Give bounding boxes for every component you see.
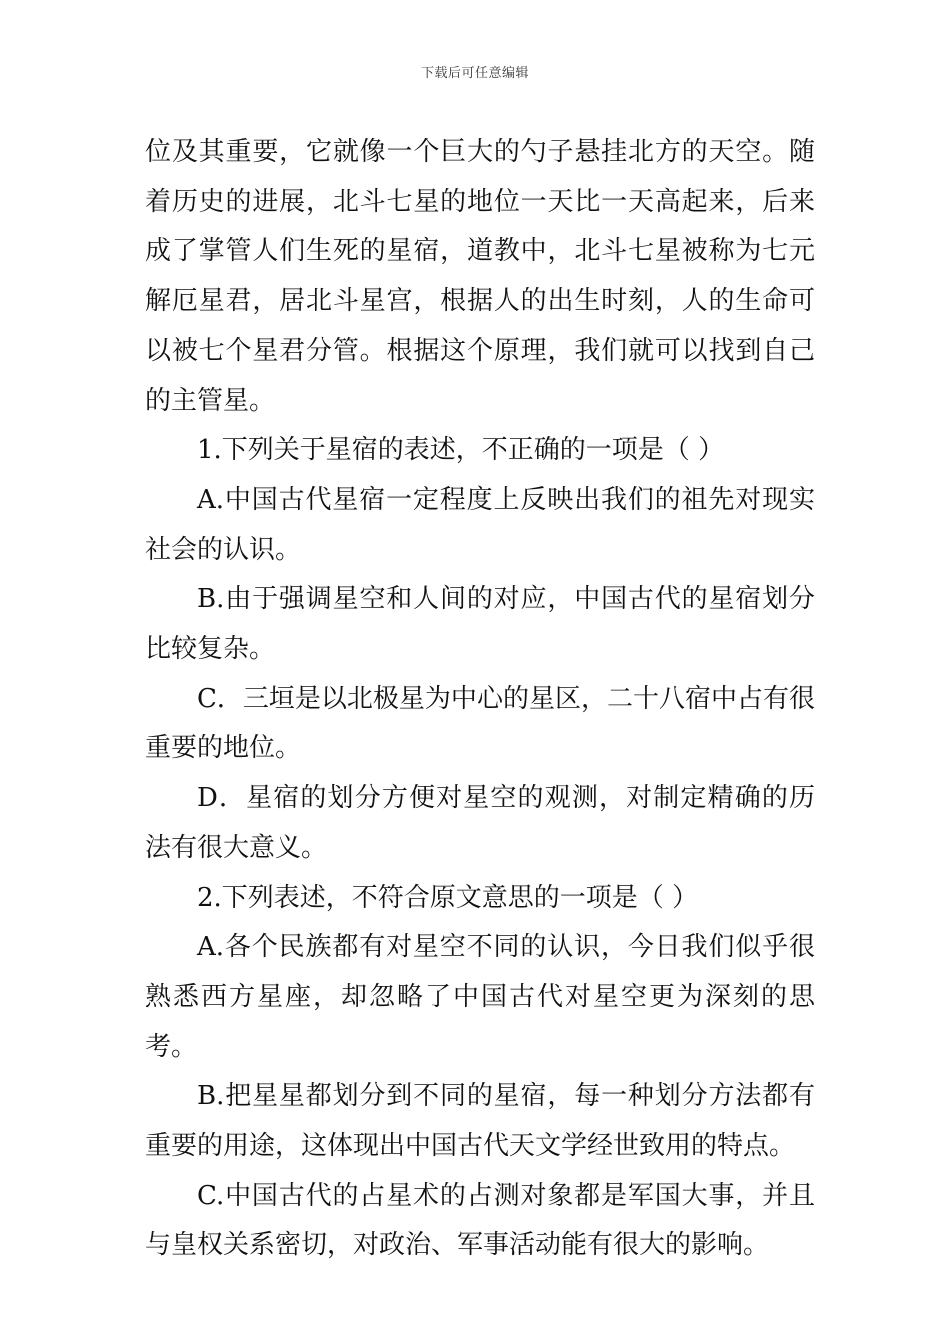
paragraph-continuation: 位及其重要，它就像一个巨大的勺子悬挂北方的天空。随着历史的进展，北斗七星的地位一天比一天高起来，后来成了掌管人们生死的星宿，道教中，北斗七星被称为七元解厄星君，居北斗星宫，根据人的出生时刻，人的生命可以被七个星君分管。根据这个原理，我们就可以找到自己的主管星。: [145, 137, 815, 416]
question-2-option-c: C.中国古代的占星术的占测对象都是军国大事，并且与皇权关系密切，对政治、军事活动能有很大的影响。: [145, 1180, 815, 1261]
question-1-option-d: D．星宿的划分方便对星空的观测，对制定精确的历法有很大意义。: [145, 783, 815, 863]
page-header: 下载后可任意编辑: [420, 66, 529, 81]
question-2-stem: 2.下列表述，不符合原文意思的一项是（ ）: [197, 882, 699, 913]
question-2-option-b: B.把星星都划分到不同的星宿，每一种划分方法都有重要的用途，这体现出中国古代天文学经世致用的特点。: [145, 1081, 815, 1162]
question-1-option-b: B.由于强调星空和人间的对应，中国古代的星宿划分比较复杂。: [145, 584, 815, 665]
question-2-option-a: A.各个民族都有对星空不同的认识，今日我们似乎很熟悉西方星座，却忽略了中国古代对星空更为深刻的思考。: [145, 932, 815, 1062]
question-1-option-a: A.中国古代星宿一定程度上反映出我们的祖先对现实社会的认识。: [145, 484, 815, 565]
document-body: [145, 128, 815, 1271]
question-1-stem: 1.下列关于星宿的表述，不正确的一项是（ ）: [197, 435, 725, 466]
question-1-option-c: C．三垣是以北极星为中心的星区，二十八宿中占有很重要的地位。: [145, 683, 815, 764]
